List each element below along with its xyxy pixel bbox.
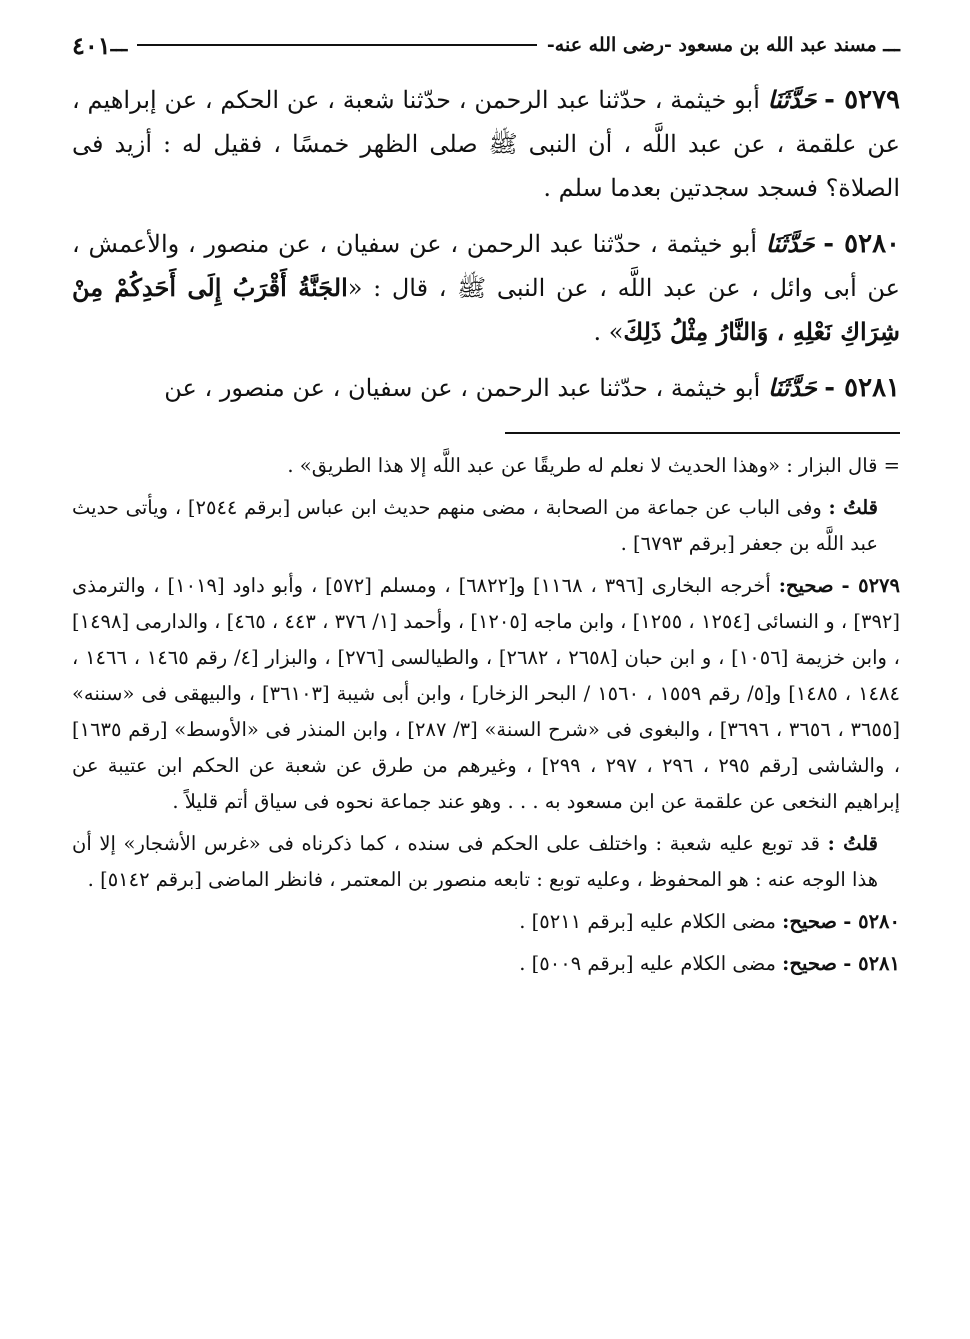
footnote-divider	[505, 432, 900, 434]
hadith-text: أبو خيثمة ، حدّثنا عبد الرحمن ، عن سفيان ، عن منصور ، والأعمش ، عن أبى وائل ، عن عبد اللَّه ، عن النبى ﷺ ، قال : «	[72, 230, 900, 302]
hadith-number: ٥٢٧٩ -	[824, 85, 900, 115]
note-qult-2	[72, 826, 900, 898]
hadith-text: أبو خيثمة ، حدّثنا عبد الرحمن ، عن سفيان ، عن منصور ، عن	[164, 374, 761, 402]
hadith-number: ٥٢٨١ -	[824, 373, 900, 403]
page-number: ٤٠١	[72, 30, 111, 60]
note-5279	[72, 568, 900, 820]
hadith-5281	[72, 366, 900, 410]
hadith-5280	[72, 222, 900, 354]
qult-text: وفى الباب عن جماعة من الصحابة ، مضى منهم حديث ابن عباس [برقم ٢٥٤٤] ، ويأتى حديث عبد اللَّه بن جعفر [برقم ٦٧٩٣] .	[72, 496, 878, 555]
hadith-number: ٥٢٨٠ -	[823, 229, 900, 259]
hadith-5279	[72, 78, 900, 210]
note-text: أخرجه البخارى [٣٩٦ ، ١١٦٨] و[٦٨٢٢] ، ومسلم [٥٧٢] ، وأبو داود [١٠١٩] ، والترمذى [٣٩٢] ، و النسائى [١٢٥٤ ، ١٢٥٥] ، وابن ماجه [١٢٠٥] ، وأحمد [١/ ٣٧٦ ، ٤٤٣ ، ٤٦٥] ، والدارمى [١٤٩٨] ، وابن خزيمة [١٠٥٦] ، و ابن حبان [٢٦٥٨ ، ٢٦٨٢] ، والطيالسى [٢٧٦] ، والبزار [٤/ رقم ١٤٦٥ ، ١٤٦٦ ، ١٤٨٤ ، ١٤٨٥] و[٥/ رقم ١٥٥٩ ، ١٥٦٠ / البحر الزخار] ، وابن أبى شيبة [٣٦١٠٣] ، والبيهقى فى «سننه» [٣٦٥٥ ، ٣٦٥٦ ، ٣٦٩٦] ، والبغوى فى «شرح السنة» [٣/ ٢٨٧] ، وابن المنذر فى «الأوسط» [رقم ١٦٣٥] ، والشاشى [رقم ٢٩٥ ، ٢٩٦ ، ٢٩٧ ، ٢٩٩] ، وغيرهم من طرق عن شعبة عن الحكم ابن عتيبة عن إبراهيم النخعى عن علقمة عن ابن مسعود به . . . وهو عند جماعة نحوه فى سياق أتم قليلاً .	[72, 574, 901, 813]
footnotes	[72, 448, 900, 982]
page	[72, 22, 900, 988]
qult-label: قلتُ :	[828, 496, 879, 519]
main-text	[72, 78, 900, 410]
haddathana: حَدَّثَنَا	[765, 229, 815, 258]
header-title: ـــ مسند عبد الله بن مسعود -رضى الله عنه-	[546, 34, 900, 56]
qult-label: قلتُ :	[827, 832, 878, 855]
qult-text: قد توبع عليه شعبة : واختلف على الحكم فى سنده ، كما ذكرناه فى «غرس الأشجار» إلا أن هذا الوجه عنه : هو المحفوظ ، وعليه توبع : تابعه منصور بن المعتمر ، فانظر الماضى [برقم ٥١٤٢] .	[72, 832, 878, 891]
note-text: مضى الكلام عليه [برقم ٥٢١١] .	[519, 910, 776, 933]
note-qult-1	[72, 490, 900, 562]
header-dash: ـــ	[110, 34, 128, 56]
note-grade: صحيح:	[778, 574, 834, 597]
note-grade: صحيح:	[782, 952, 837, 975]
hadith-quote-end: » .	[593, 318, 624, 346]
hadith-text: أبو خيثمة ، حدّثنا عبد الرحمن ، حدّثنا شعبة ، عن الحكم ، عن إبراهيم ، عن علقمة ، عن عبد اللَّه ، أن النبى ﷺ صلى الظهر خمسًا ، فقيل له : أزيد فى الصلاة؟ فسجد سجدتين بعدما سلم .	[72, 86, 900, 202]
note-5281	[72, 946, 900, 982]
note-number: ٥٢٨٠ -	[843, 910, 900, 933]
haddathana: حَدَّثَنَا	[767, 85, 817, 114]
note-number: ٥٢٨١ -	[843, 952, 900, 975]
header-rule	[137, 44, 537, 46]
hadith-quote: الجَنَّةُ أَقْرَبُ إِلَى أَحَدِكُمْ مِنْ شِرَاكِ نَعْلِهِ ، وَالنَّارُ مِثْلُ ذَلِكَ	[72, 273, 900, 346]
note-number: ٥٢٧٩ -	[841, 574, 901, 597]
note-grade: صحيح:	[782, 910, 837, 933]
haddathana: حَدَّثَنَا	[767, 373, 817, 402]
note-5280	[72, 904, 900, 940]
note-text: مضى الكلام عليه [برقم ٥٠٠٩] .	[519, 952, 776, 975]
note-carry: = قال البزار : «وهذا الحديث لا نعلم له طريقًا عن عبد اللَّه إلا هذا الطريق» .	[287, 454, 900, 477]
running-header	[72, 22, 900, 68]
